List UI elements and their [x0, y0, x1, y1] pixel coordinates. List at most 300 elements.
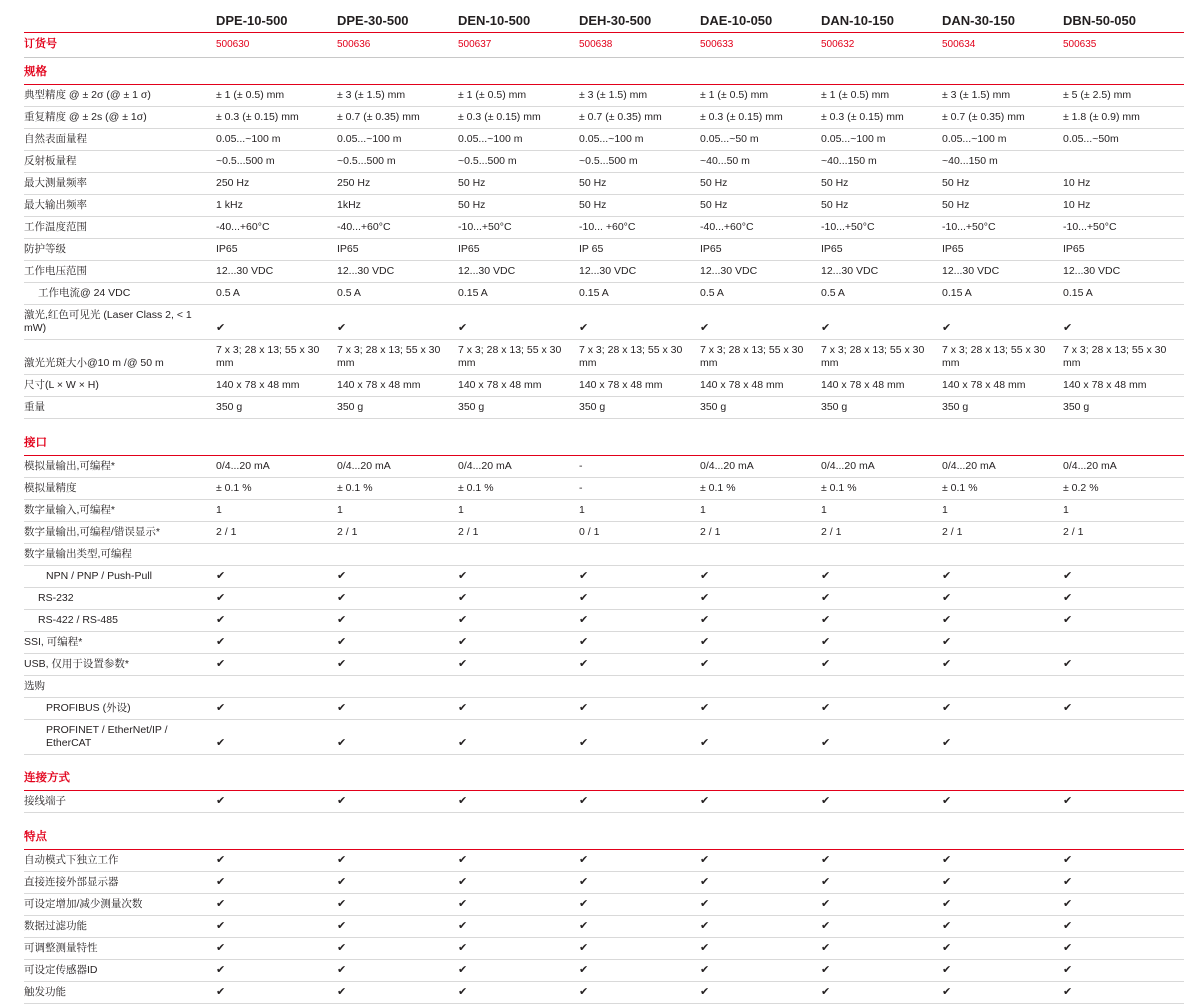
- check-icon: ✔: [458, 591, 468, 604]
- row-value: 50 Hz: [458, 195, 579, 217]
- section-header-spacer-cell: [942, 58, 1063, 85]
- section-header-spacer-cell: [458, 822, 579, 850]
- row-value-check: [942, 849, 1063, 871]
- row-label: 接线端子: [24, 791, 216, 813]
- section-spacer: [24, 754, 1184, 763]
- row-value-check: [700, 587, 821, 609]
- check-icon: ✔: [579, 657, 589, 670]
- check-icon: ✔: [458, 736, 468, 749]
- row-value: ± 5 (± 2.5) mm: [1063, 85, 1184, 107]
- row-value-check: [337, 959, 458, 981]
- check-icon: ✔: [942, 897, 952, 910]
- row-value: 250 Hz: [337, 173, 458, 195]
- row-value-check: [821, 609, 942, 631]
- check-icon: ✔: [942, 963, 952, 976]
- row-value: 0.15 A: [1063, 283, 1184, 305]
- table-row: [24, 565, 1184, 587]
- row-value: 2 / 1: [337, 521, 458, 543]
- row-label: 激光光斑大小@10 m /@ 50 m: [24, 340, 216, 375]
- row-value: 12...30 VDC: [216, 261, 337, 283]
- row-value: -40...+60°C: [700, 217, 821, 239]
- row-value-check: [579, 719, 700, 754]
- row-value-check: [579, 305, 700, 340]
- order-number-value: 500638: [579, 33, 700, 58]
- check-icon: ✔: [337, 919, 347, 932]
- check-icon: ✔: [1063, 853, 1073, 866]
- table-row: [24, 455, 1184, 477]
- row-value-check: [458, 871, 579, 893]
- row-value-check: [458, 305, 579, 340]
- check-icon: ✔: [337, 795, 347, 807]
- check-icon: ✔: [579, 985, 589, 998]
- row-value: ± 0.3 (± 0.15) mm: [216, 107, 337, 129]
- row-value-check: [216, 631, 337, 653]
- row-value-check: [942, 609, 1063, 631]
- row-value: 2 / 1: [458, 521, 579, 543]
- row-value-check: [1063, 791, 1184, 813]
- row-value-check: [216, 609, 337, 631]
- row-label: 重量: [24, 397, 216, 419]
- row-value-check: [579, 915, 700, 937]
- check-icon: ✔: [458, 963, 468, 976]
- section-header-spacer-cell: [821, 428, 942, 456]
- check-icon: ✔: [821, 897, 831, 910]
- check-icon: ✔: [216, 613, 226, 626]
- section-header-spacer-cell: [942, 822, 1063, 850]
- row-value: [821, 543, 942, 565]
- section-header-spacer-cell: [821, 822, 942, 850]
- table-row: [24, 871, 1184, 893]
- row-value-check: [942, 915, 1063, 937]
- row-value: 7 x 3; 28 x 13; 55 x 30 mm: [821, 340, 942, 375]
- check-icon: ✔: [337, 736, 347, 749]
- table-row: [24, 893, 1184, 915]
- section-header-spacer-cell: [579, 822, 700, 850]
- row-value: 2 / 1: [942, 521, 1063, 543]
- row-value: 2 / 1: [216, 521, 337, 543]
- check-icon: ✔: [700, 963, 710, 976]
- table-head: [24, 14, 1184, 33]
- order-number-row: [24, 33, 1184, 58]
- row-value: 0.5 A: [216, 283, 337, 305]
- row-value-check: [216, 937, 337, 959]
- row-label: PROFINET / EtherNet/IP / EtherCAT: [24, 719, 216, 754]
- section-header-spacer-cell: [337, 428, 458, 456]
- check-icon: ✔: [942, 701, 952, 714]
- check-icon: ✔: [821, 657, 831, 670]
- row-value: 0/4...20 mA: [821, 455, 942, 477]
- check-icon: ✔: [337, 853, 347, 866]
- check-icon: ✔: [1063, 919, 1073, 932]
- row-value: IP65: [821, 239, 942, 261]
- row-value: IP65: [942, 239, 1063, 261]
- section-header-spacer-cell: [942, 763, 1063, 791]
- row-value: IP65: [458, 239, 579, 261]
- check-icon: ✔: [216, 569, 226, 582]
- row-value-check: [942, 937, 1063, 959]
- row-value: [942, 675, 1063, 697]
- check-icon: ✔: [579, 635, 589, 648]
- row-label: 可设定增加/减少测量次数: [24, 893, 216, 915]
- row-value: 2 / 1: [821, 521, 942, 543]
- table-row: [24, 609, 1184, 631]
- section-header-spacer-cell: [337, 822, 458, 850]
- row-value: ± 0.7 (± 0.35) mm: [337, 107, 458, 129]
- order-number-value: 500636: [337, 33, 458, 58]
- row-value: [216, 543, 337, 565]
- row-value-check: [821, 631, 942, 653]
- row-value: ± 0.1 %: [942, 477, 1063, 499]
- row-label: 可调整测量特性: [24, 937, 216, 959]
- row-value-check: [1063, 587, 1184, 609]
- section-header-spacer-cell: [216, 822, 337, 850]
- check-icon: ✔: [1063, 591, 1073, 604]
- check-icon: ✔: [821, 322, 831, 334]
- row-value: 350 g: [1063, 397, 1184, 419]
- row-label: 触发功能: [24, 981, 216, 1003]
- row-value-check: [1063, 959, 1184, 981]
- check-icon: ✔: [942, 985, 952, 998]
- row-value: 2 / 1: [700, 521, 821, 543]
- row-value: ~40...50 m: [700, 151, 821, 173]
- row-value-check: [1063, 305, 1184, 340]
- row-label: SSI, 可编程*: [24, 631, 216, 653]
- check-icon: ✔: [942, 919, 952, 932]
- row-label: 可设定传感器ID: [24, 959, 216, 981]
- row-label: 工作电压范围: [24, 261, 216, 283]
- table-row: [24, 305, 1184, 340]
- table-row: [24, 477, 1184, 499]
- check-icon: ✔: [337, 963, 347, 976]
- row-label: 数字量输出类型,可编程: [24, 543, 216, 565]
- check-icon: ✔: [821, 985, 831, 998]
- check-icon: ✔: [337, 613, 347, 626]
- row-value: ± 0.1 %: [337, 477, 458, 499]
- row-value: 0.15 A: [458, 283, 579, 305]
- row-value: 140 x 78 x 48 mm: [942, 375, 1063, 397]
- table-body: [24, 33, 1184, 1004]
- row-label: 选购: [24, 675, 216, 697]
- row-value: 7 x 3; 28 x 13; 55 x 30 mm: [942, 340, 1063, 375]
- check-icon: ✔: [458, 613, 468, 626]
- row-value-check: [216, 697, 337, 719]
- check-icon: ✔: [216, 875, 226, 888]
- check-icon: ✔: [942, 941, 952, 954]
- row-value: 7 x 3; 28 x 13; 55 x 30 mm: [700, 340, 821, 375]
- row-value-check: [700, 565, 821, 587]
- row-value-check: [458, 697, 579, 719]
- row-value: 140 x 78 x 48 mm: [579, 375, 700, 397]
- row-value: -10...+50°C: [942, 217, 1063, 239]
- table-row: [24, 719, 1184, 754]
- check-icon: ✔: [337, 985, 347, 998]
- row-value-check: [337, 653, 458, 675]
- row-value: ± 3 (± 1.5) mm: [337, 85, 458, 107]
- row-value-check: [458, 653, 579, 675]
- row-value: 1: [337, 499, 458, 521]
- row-value-check: [1063, 653, 1184, 675]
- check-icon: ✔: [942, 657, 952, 670]
- row-value: 50 Hz: [700, 173, 821, 195]
- table-row: [24, 261, 1184, 283]
- row-label: 典型精度 @ ± 2σ (@ ± 1 σ): [24, 85, 216, 107]
- row-value: 0.05...~100 m: [579, 129, 700, 151]
- row-value: 0.5 A: [337, 283, 458, 305]
- row-value: 1: [700, 499, 821, 521]
- row-value: 12...30 VDC: [1063, 261, 1184, 283]
- row-value: 12...30 VDC: [700, 261, 821, 283]
- section-header-spacer-cell: [1063, 763, 1184, 791]
- check-icon: ✔: [458, 919, 468, 932]
- check-icon: ✔: [458, 701, 468, 714]
- row-label: 工作温度范围: [24, 217, 216, 239]
- table-row: [24, 129, 1184, 151]
- row-value: 0.05...~100 m: [821, 129, 942, 151]
- check-icon: ✔: [579, 919, 589, 932]
- row-value: 50 Hz: [579, 195, 700, 217]
- row-value: 0.05...~50 m: [700, 129, 821, 151]
- row-label: NPN / PNP / Push-Pull: [24, 565, 216, 587]
- row-value: -: [579, 455, 700, 477]
- row-value: ± 0.7 (± 0.35) mm: [942, 107, 1063, 129]
- row-value-check: [458, 959, 579, 981]
- check-icon: ✔: [700, 985, 710, 998]
- row-value-check: [821, 587, 942, 609]
- check-icon: ✔: [458, 569, 468, 582]
- row-value-check: [700, 937, 821, 959]
- row-value-check: [216, 587, 337, 609]
- row-value-check: [337, 697, 458, 719]
- table-row: [24, 85, 1184, 107]
- check-icon: ✔: [216, 985, 226, 998]
- product-column-header: DBN-50-050: [1063, 14, 1184, 33]
- row-value: 250 Hz: [216, 173, 337, 195]
- row-value: 140 x 78 x 48 mm: [216, 375, 337, 397]
- row-value-check: [942, 791, 1063, 813]
- row-label: 反射板量程: [24, 151, 216, 173]
- row-value: 0.05...~100 m: [458, 129, 579, 151]
- table-row: [24, 587, 1184, 609]
- check-icon: ✔: [216, 657, 226, 670]
- check-icon: ✔: [821, 569, 831, 582]
- row-value-check: [700, 609, 821, 631]
- check-icon: ✔: [458, 941, 468, 954]
- section-header-spacer-cell: [579, 428, 700, 456]
- table-row: [24, 499, 1184, 521]
- row-value-check: [337, 587, 458, 609]
- check-icon: ✔: [1063, 795, 1073, 807]
- row-value-check: [821, 893, 942, 915]
- section-header-spacer-cell: [821, 58, 942, 85]
- row-value-check: [942, 893, 1063, 915]
- check-icon: ✔: [579, 897, 589, 910]
- row-value: 12...30 VDC: [821, 261, 942, 283]
- row-value-check: [458, 587, 579, 609]
- row-value-check: [942, 565, 1063, 587]
- table-row: [24, 697, 1184, 719]
- row-value-check: [458, 609, 579, 631]
- section-header-spacer-cell: [337, 763, 458, 791]
- check-icon: ✔: [216, 963, 226, 976]
- row-value: ± 0.1 %: [216, 477, 337, 499]
- check-icon: ✔: [700, 657, 710, 670]
- row-value-check: [337, 791, 458, 813]
- row-value-check: [1063, 915, 1184, 937]
- check-icon: ✔: [216, 795, 226, 807]
- row-value: 0.05...~100 m: [216, 129, 337, 151]
- row-value-check: [216, 959, 337, 981]
- check-icon: ✔: [821, 591, 831, 604]
- check-icon: ✔: [700, 736, 710, 749]
- row-value-check: [821, 697, 942, 719]
- specification-table: [24, 14, 1184, 1004]
- row-value-check: [458, 981, 579, 1003]
- row-value-check: [337, 609, 458, 631]
- row-value-check: [700, 849, 821, 871]
- row-value: 140 x 78 x 48 mm: [1063, 375, 1184, 397]
- row-value: 350 g: [579, 397, 700, 419]
- row-value: 50 Hz: [579, 173, 700, 195]
- row-value: 1 kHz: [216, 195, 337, 217]
- order-number-value: 500635: [1063, 33, 1184, 58]
- check-icon: ✔: [942, 569, 952, 582]
- section-spacer: [24, 419, 1184, 428]
- row-value-check: [942, 631, 1063, 653]
- product-column-header: DPE-10-500: [216, 14, 337, 33]
- row-value: 2 / 1: [1063, 521, 1184, 543]
- row-value-check: [821, 959, 942, 981]
- product-column-header: DEN-10-500: [458, 14, 579, 33]
- row-label: 防护等级: [24, 239, 216, 261]
- row-value-check: [216, 305, 337, 340]
- row-value: ~0.5...500 m: [216, 151, 337, 173]
- check-icon: ✔: [579, 941, 589, 954]
- section-title: 规格: [24, 58, 216, 85]
- row-value-check: [216, 565, 337, 587]
- row-label: 自动模式下独立工作: [24, 849, 216, 871]
- table-row: [24, 791, 1184, 813]
- section-header-spacer-cell: [458, 428, 579, 456]
- row-value-check: [700, 719, 821, 754]
- row-value-check: [942, 959, 1063, 981]
- row-value-check: [700, 981, 821, 1003]
- row-value: 0.5 A: [700, 283, 821, 305]
- row-value: 50 Hz: [821, 195, 942, 217]
- order-number-value: 500633: [700, 33, 821, 58]
- section-header-row: [24, 763, 1184, 791]
- check-icon: ✔: [700, 919, 710, 932]
- order-number-value: 500637: [458, 33, 579, 58]
- check-icon: ✔: [700, 591, 710, 604]
- check-icon: ✔: [579, 569, 589, 582]
- row-value: 12...30 VDC: [579, 261, 700, 283]
- row-value-check: [700, 915, 821, 937]
- check-icon: ✔: [216, 701, 226, 714]
- row-value: 50 Hz: [458, 173, 579, 195]
- row-value: ± 0.1 %: [821, 477, 942, 499]
- section-header-spacer-cell: [458, 763, 579, 791]
- row-value: 12...30 VDC: [337, 261, 458, 283]
- row-value-check: [216, 893, 337, 915]
- row-value: 0/4...20 mA: [458, 455, 579, 477]
- table-row: [24, 107, 1184, 129]
- row-value: ± 0.3 (± 0.15) mm: [700, 107, 821, 129]
- product-column-header: DAE-10-050: [700, 14, 821, 33]
- row-value-check: [700, 871, 821, 893]
- product-header-row: [24, 14, 1184, 33]
- row-value-check: [337, 849, 458, 871]
- row-value-check: [1063, 893, 1184, 915]
- row-value: IP65: [216, 239, 337, 261]
- row-value-check: [821, 791, 942, 813]
- row-value: [700, 675, 821, 697]
- row-value-check: [821, 915, 942, 937]
- row-value-check: [700, 893, 821, 915]
- section-title: 特点: [24, 822, 216, 850]
- check-icon: ✔: [458, 657, 468, 670]
- row-value: 0/4...20 mA: [700, 455, 821, 477]
- table-row: [24, 217, 1184, 239]
- section-header-spacer-cell: [337, 58, 458, 85]
- row-value-check: [579, 587, 700, 609]
- check-icon: ✔: [1063, 701, 1073, 714]
- row-value: 140 x 78 x 48 mm: [337, 375, 458, 397]
- row-value-check: [579, 893, 700, 915]
- section-header-spacer-cell: [700, 58, 821, 85]
- row-value-check: [700, 791, 821, 813]
- row-value-check: [579, 565, 700, 587]
- row-value-check: [700, 653, 821, 675]
- check-icon: ✔: [1063, 941, 1073, 954]
- check-icon: ✔: [700, 635, 710, 648]
- row-value-check: [458, 565, 579, 587]
- row-value-check: [942, 981, 1063, 1003]
- check-icon: ✔: [337, 569, 347, 582]
- section-header-spacer-cell: [579, 763, 700, 791]
- row-value-check: [337, 565, 458, 587]
- check-icon: ✔: [579, 853, 589, 866]
- check-icon: ✔: [1063, 322, 1073, 334]
- row-value: ~0.5...500 m: [579, 151, 700, 173]
- check-icon: ✔: [337, 701, 347, 714]
- check-icon: ✔: [458, 635, 468, 648]
- row-value-check: [700, 305, 821, 340]
- table-row: [24, 915, 1184, 937]
- check-icon: ✔: [216, 897, 226, 910]
- row-value-check: [821, 653, 942, 675]
- row-label: 重复精度 @ ± 2s (@ ± 1σ): [24, 107, 216, 129]
- row-value: [1063, 675, 1184, 697]
- row-label: PROFIBUS (外设): [24, 697, 216, 719]
- row-label: 自然表面量程: [24, 129, 216, 151]
- check-icon: ✔: [216, 591, 226, 604]
- row-value: ± 0.2 %: [1063, 477, 1184, 499]
- row-value: IP 65: [579, 239, 700, 261]
- section-header-spacer-cell: [700, 763, 821, 791]
- header-blank-cell: [24, 14, 216, 33]
- check-icon: ✔: [1063, 897, 1073, 910]
- section-header-spacer-cell: [1063, 822, 1184, 850]
- row-value-check: [579, 791, 700, 813]
- section-header-spacer-cell: [216, 763, 337, 791]
- table-row: [24, 340, 1184, 375]
- row-value: 0.15 A: [579, 283, 700, 305]
- row-value: 50 Hz: [942, 173, 1063, 195]
- check-icon: ✔: [458, 795, 468, 807]
- check-icon: ✔: [337, 897, 347, 910]
- row-value-check: [337, 981, 458, 1003]
- order-number-value: 500630: [216, 33, 337, 58]
